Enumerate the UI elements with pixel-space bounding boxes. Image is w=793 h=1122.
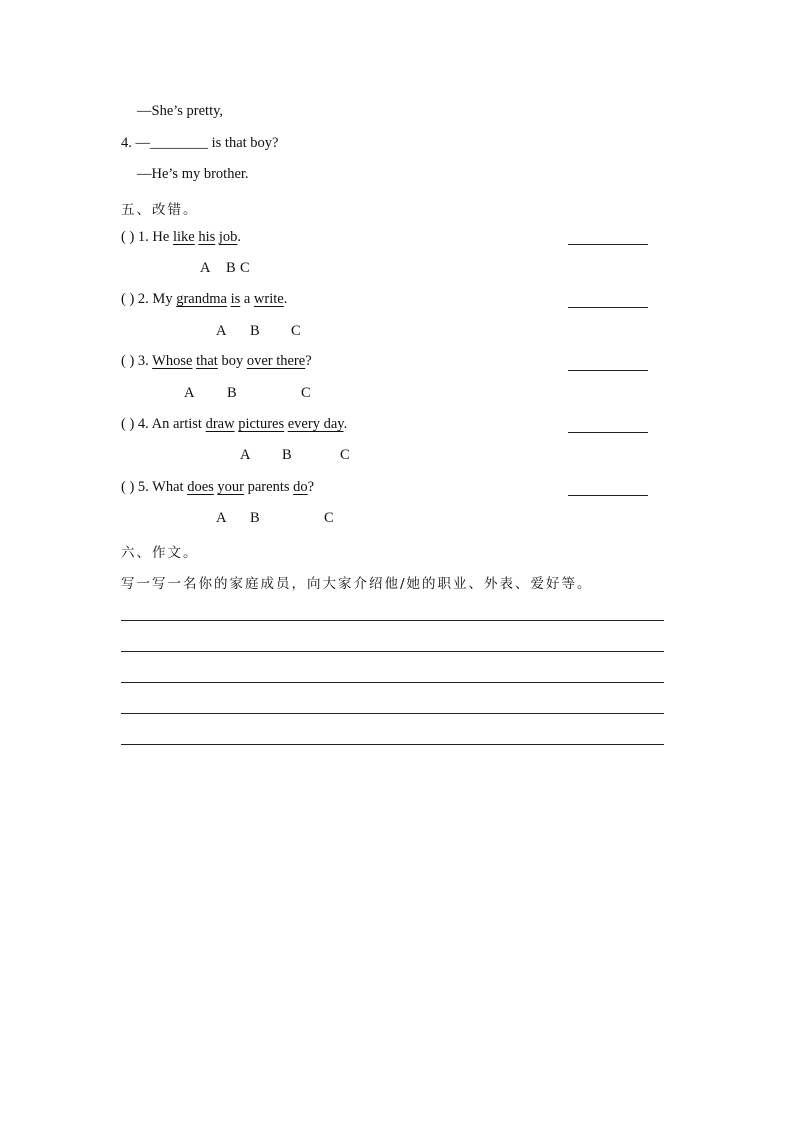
underlined-b: that bbox=[196, 353, 218, 369]
answer-paren[interactable]: ( ) bbox=[121, 291, 138, 307]
underlined-c: write bbox=[253, 291, 284, 307]
label-a: A bbox=[184, 385, 195, 401]
label-a: A bbox=[216, 510, 227, 526]
answer-paren[interactable]: ( ) bbox=[121, 229, 138, 245]
item-text: 5. What bbox=[137, 479, 188, 495]
underlined-a: does bbox=[187, 479, 214, 495]
item-text: ? bbox=[307, 479, 315, 495]
writing-line[interactable] bbox=[121, 743, 664, 745]
label-a: A bbox=[216, 323, 227, 339]
underlined-a: draw bbox=[205, 416, 235, 432]
error-item-5 bbox=[121, 479, 314, 496]
item-text: 1. He bbox=[137, 229, 173, 245]
answer-paren[interactable]: ( ) bbox=[121, 353, 138, 369]
correction-line-4[interactable] bbox=[568, 431, 648, 433]
writing-line[interactable] bbox=[121, 650, 664, 652]
label-a: A bbox=[240, 447, 251, 463]
underlined-c: do bbox=[293, 479, 308, 495]
error-item-1 bbox=[121, 229, 241, 246]
item-text: parents bbox=[244, 479, 294, 495]
label-a: A bbox=[200, 260, 211, 276]
item-text: . bbox=[343, 416, 348, 432]
item-text: . bbox=[237, 229, 242, 245]
answer-paren[interactable]: ( ) bbox=[121, 416, 138, 432]
item-text: 2. My bbox=[137, 291, 177, 307]
label-c: C bbox=[291, 323, 301, 339]
error-item-3 bbox=[121, 353, 312, 370]
label-b: B bbox=[250, 510, 260, 526]
label-c: C bbox=[340, 447, 350, 463]
underlined-a: like bbox=[172, 229, 195, 245]
q3-answer: —She’s pretty, bbox=[137, 103, 224, 119]
writing-line[interactable] bbox=[121, 619, 664, 621]
underlined-c: every day bbox=[287, 416, 344, 432]
underlined-a: Whose bbox=[152, 353, 193, 369]
q4-text: is that boy? bbox=[208, 135, 279, 151]
underlined-b: is bbox=[230, 291, 241, 307]
underlined-b: pictures bbox=[238, 416, 285, 432]
correction-line-2[interactable] bbox=[568, 306, 648, 308]
section5-title: 五、改错。 bbox=[121, 202, 199, 218]
correction-line-5[interactable] bbox=[568, 494, 648, 496]
error-item-2 bbox=[121, 291, 287, 308]
q4-question bbox=[121, 135, 278, 152]
underlined-b: your bbox=[217, 479, 244, 495]
item-text: ? bbox=[305, 353, 312, 369]
answer-paren[interactable]: ( ) bbox=[121, 479, 138, 495]
item-text: a bbox=[240, 291, 254, 307]
error-item-4 bbox=[121, 416, 347, 433]
underlined-c: job bbox=[218, 229, 238, 245]
section6-prompt: 写一写一名你的家庭成员，向大家介绍他/她的职业、外表、爱好等。 bbox=[121, 576, 593, 592]
underlined-c: over there bbox=[246, 353, 306, 369]
label-b: B bbox=[226, 260, 236, 276]
item-text: 4. An artist bbox=[137, 416, 206, 432]
correction-line-3[interactable] bbox=[568, 369, 648, 371]
label-b: B bbox=[227, 385, 237, 401]
item-text: 3. bbox=[137, 353, 153, 369]
q4-blank[interactable]: ________ bbox=[150, 135, 208, 151]
item-text: boy bbox=[217, 353, 247, 369]
q4-number: 4. — bbox=[121, 135, 150, 151]
correction-line-1[interactable] bbox=[568, 243, 648, 245]
writing-line[interactable] bbox=[121, 712, 664, 714]
item-text: . bbox=[283, 291, 288, 307]
label-b: B bbox=[250, 323, 260, 339]
label-c: C bbox=[324, 510, 334, 526]
label-c: C bbox=[240, 260, 250, 276]
label-c: C bbox=[301, 385, 311, 401]
writing-line[interactable] bbox=[121, 681, 664, 683]
underlined-b: his bbox=[198, 229, 216, 245]
label-b: B bbox=[282, 447, 292, 463]
q4-answer: —He’s my brother. bbox=[137, 166, 249, 182]
underlined-a: grandma bbox=[176, 291, 227, 307]
section6-title: 六、作文。 bbox=[121, 545, 199, 561]
